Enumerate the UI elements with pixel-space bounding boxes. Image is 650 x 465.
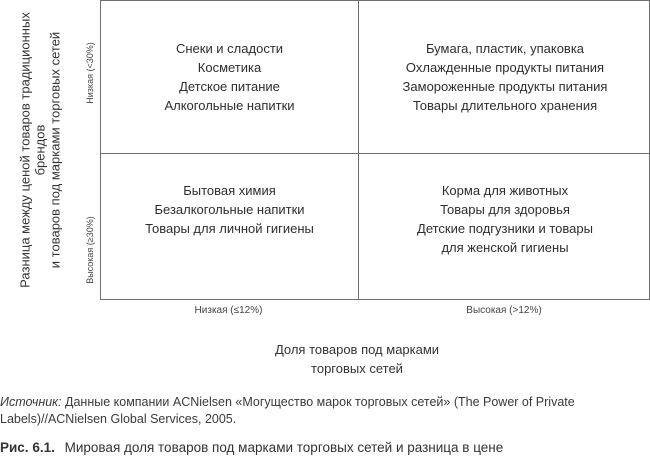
- figure-number: Рис. 6.1.: [0, 440, 55, 455]
- quadrant-top-left: [101, 39, 358, 115]
- quadrant-item: Алкогольные напитки: [164, 98, 295, 113]
- source-text-line1: Данные компании ACNielsen «Могущество марок торговых сетей» (The Power of Private: [61, 395, 575, 409]
- quadrant-item: Товары для личной гигиены: [145, 221, 314, 236]
- quadrant-item: Товары длительного хранения: [412, 98, 598, 113]
- quadrant-top-right: [359, 39, 650, 115]
- y-tick-high: Высокая (≥30%): [85, 216, 95, 284]
- figure-caption-text: Мировая доля товаров под марками торговых сетей и разница в цене: [64, 440, 504, 455]
- quadrant-item: Охлажденные продукты питания: [405, 60, 605, 75]
- quadrant-item: Косметика: [197, 60, 262, 75]
- y-axis-label-line2: и товаров под марками торговых сетей: [47, 31, 63, 269]
- quadrant-item: Детские подгузники и товары: [417, 221, 593, 236]
- quadrant-item: Корма для животных: [441, 183, 569, 198]
- source-prefix: Источник:: [0, 395, 62, 409]
- x-axis-label-line1: Доля товаров под марками: [274, 342, 440, 357]
- quadrant-item: для женской гигиены: [441, 240, 569, 255]
- y-axis-label-line1: Разница между ценой товаров традиционных брендов: [17, 12, 48, 288]
- quadrant-item: Снеки и сладости: [175, 41, 284, 56]
- quadrant-item: Детское питание: [179, 79, 280, 94]
- quadrant-item: Безалкогольные напитки: [154, 202, 305, 217]
- y-axis-label: [0, 0, 80, 300]
- source-note: [0, 394, 650, 428]
- horizontal-divider: [101, 153, 649, 154]
- source-text-line2: Labels)//ACNielsen Global Services, 2005.: [0, 412, 237, 426]
- quadrant-matrix: [100, 0, 650, 300]
- x-tick-low: Низкая (≤12%): [194, 305, 263, 316]
- quadrant-bottom-left: [101, 181, 358, 238]
- x-tick-high: Высокая (>12%): [466, 305, 542, 316]
- quadrant-item: Бумага, пластик, упаковка: [425, 41, 585, 56]
- x-axis-label: [232, 340, 482, 378]
- y-tick-low: Низкая (<30%): [85, 42, 95, 104]
- quadrant-item: Товары для здоровья: [440, 202, 570, 217]
- quadrant-bottom-right: [359, 181, 650, 257]
- quadrant-item: Замороженные продукты питания: [402, 79, 608, 94]
- figure-caption: [0, 440, 650, 455]
- quadrant-item: Бытовая химия: [183, 183, 276, 198]
- x-axis-label-line2: торговых сетей: [311, 361, 403, 376]
